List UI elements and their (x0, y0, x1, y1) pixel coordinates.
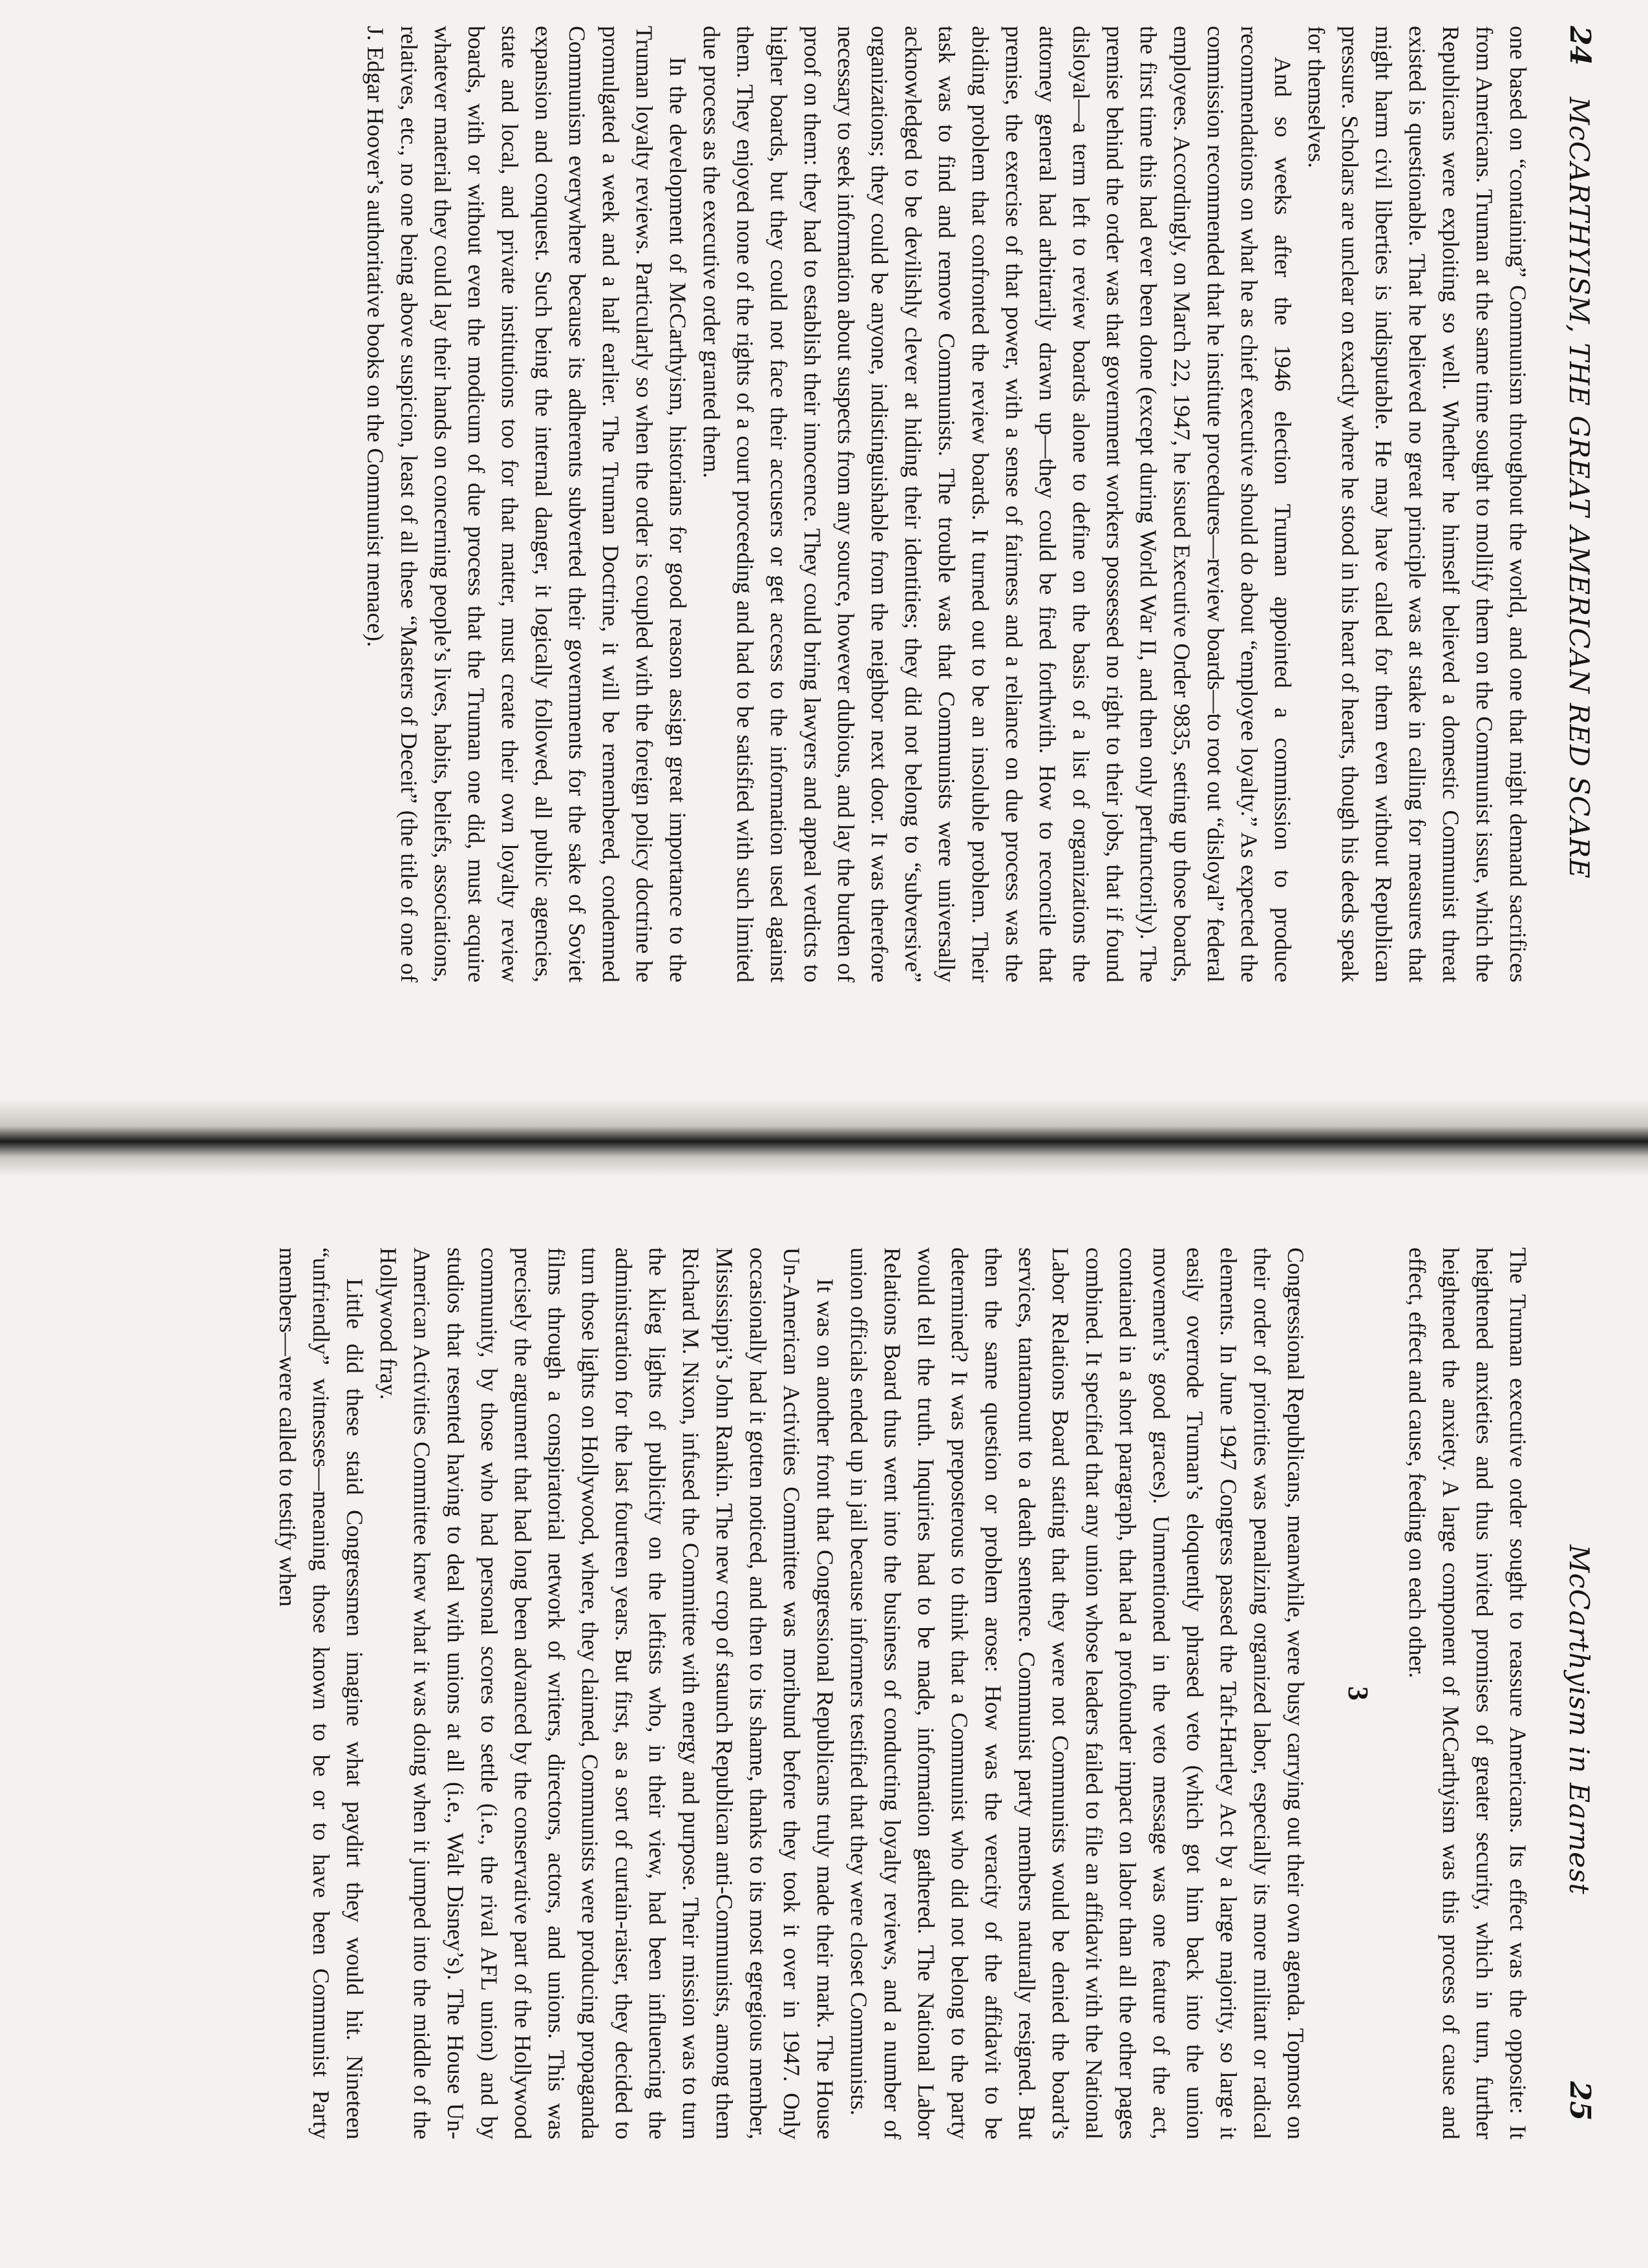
left-text-column (359, 26, 1535, 982)
right-opening-paragraph: The Truman executive order sought to reassure Americans. Its effect was the opposite: It heightened anxieties and thus invited promises of greater security, which in turn, further heightened the anxiety. A large component of McCarthyism was this process of cause and effect, effect and cause, feeding on each other. (1404, 1247, 1531, 2139)
right-paragraph-3: Little did these staid Congressmen imagine what paydirt they would hit. Nineteen “unfriendly” witnesses—meaning those known to be or to have been Communist Party members—were called to testify when (275, 1247, 368, 2139)
left-page (0, 0, 1648, 1112)
right-page-number: 25 (1563, 2081, 1596, 2121)
left-paragraph-1: one based on “containing” Communism throughout the world, and one that might demand sacrifices from Americans. Truman at the same time sought to mollify them on the Communist issue, which the Republicans were exploiting so well. Whether he himself believed a domestic Communist threat existed is questionable. That he believed no great principle was at stake in calling for measures that might harm civil liberties is indisputable. He may have called for them even without Republican pressure. Scholars are unclear on exactly where he stood in his heart of hearts, though his deeds speak for themselves. (1304, 26, 1531, 982)
section-number: 3 (1342, 1686, 1374, 1701)
right-page (0, 1163, 1648, 2268)
right-paragraph-2: It was on another front that Congressional Republicans truly made their mark. The House Un-American Activities Committee was moribund before they took it over in 1947. Only occasionally had it gotten noticed, and then to its shame, thanks to its most egregious member, Mississippi’s John Rankin. The new crop of staunch Republican anti-Communists, among them Richard M. Nixon, infused the Committee with energy and purpose. Their mission was to turn the klieg lights of publicity on the leftists who, in their view, had been influencing the administration for the last fourteen years. But first, as a sort of curtain-raiser, they decided to turn those lights on Hollywood, where, they claimed, Communists were producing propaganda films through a conspiratorial network of writers, directors, actors, and unions. This was precisely the argument that had long been advanced by the conservative part of the Hollywood community, by those who had personal scores to settle (i.e., the rival AFL union) and by studios that resented having to deal with unions at all (i.e., Walt Disney’s). The House Un-American Activities Committee knew what it was doing when it jumped into the middle of the Hollywood fray. (375, 1247, 838, 2139)
left-paragraph-3: In the development of McCarthyism, historians for good reason assign great importance to the Truman loyalty reviews. Particularly so when the order is coupled with the foreign policy doctrine he promulgated a week and a half earlier. The Truman Doctrine, it will be remembered, condemned Communism everywhere because its adherents subverted their governments for the sake of Soviet expansion and conquest. Such being the internal danger, it logically followed, all public agencies, state and local, and private institutions too for that matter, must create their own loyalty review boards, with or without even the modicum of due process that the Truman one did, must acquire whatever material they could lay their hands on concerning people’s lives, habits, beliefs, associations, relatives, etc., no one being above suspicion, least of all these “Masters of Deceit” (the title of one of J. Edgar Hoover’s authoritative books on the Communist menace). (363, 26, 691, 982)
right-paragraph-1: Congressional Republicans, meanwhile, were busy carrying out their own agenda. Topmost on their order of priorities was penalizing organized labor, especially its more militant or radical elements. In June 1947 Congress passed the Taft-Hartley Act by a large majority, so large it easily overrode Truman’s eloquently phrased veto (which got him back into the union movement’s good graces). Unmentioned in the veto message was one feature of the act, contained in a short paragraph, that had a profounder impact on labor than all the other pages combined. It specified that any union whose leaders failed to file an affidavit with the National Labor Relations Board stating that they were not Communists would be denied the board’s services, tantamount to a death sentence. Communist party members naturally resigned. But then the same question or problem arose: How was the veracity of the affidavit to be determined? It was preposterous to think that a Communist who did not belong to the party would tell the truth. Inquiries had to be made, information gathered. The National Labor Relations Board thus went into the business of conducting loyalty reviews, and a number of union officials ended up in jail because informers testified that they were closet Communists. (846, 1247, 1309, 2139)
left-page-number: 24 (1563, 26, 1596, 66)
right-text-column (271, 1247, 1535, 2139)
left-running-head: McCARTHYISM, THE GREAT AMERICAN RED SCARE (1563, 97, 1595, 879)
right-running-head: McCarthyism in Earnest (1563, 1545, 1595, 1895)
left-paragraph-2: And so weeks after the 1946 election Truman appointed a commission to produce recommendations on what he as chief executive should do about “employee loyalty.” As expected the commission recommended that he institute procedures—review boards—to root out “disloyal” federal employees. Accordingly, on March 22, 1947, he issued Executive Order 9835, setting up those boards, the first time this had ever been done (except during World War II, and then only perfunctorily). The premise behind the order was that government workers possessed no right to their jobs, that if found disloyal—a term left to review boards alone to define on the basis of a list of organizations the attorney general had arbitrarily drawn up—they could be fired forthwith. How to reconcile that premise, the exercise of that power, with a sense of fairness and a reliance on due process was the abiding problem that confronted the review boards. It turned out to be an insoluble problem. Their task was to find and remove Communists. The trouble was that Communists were universally acknowledged to be devilishly clever at hiding their identities; they did not belong to “subversive” organizations; they could be anyone, indistinguishable from the neighbor next door. It was therefore necessary to seek information about suspects from any source, however dubious, and lay the burden of proof on them: they had to establish their innocence. They could bring lawyers and appeal verdicts to higher boards, but they could not face their accusers or get access to the information used against them. They enjoyed none of the rights of a court proceeding and had to be satisfied with such limited due process as the executive order granted them. (699, 26, 1296, 982)
